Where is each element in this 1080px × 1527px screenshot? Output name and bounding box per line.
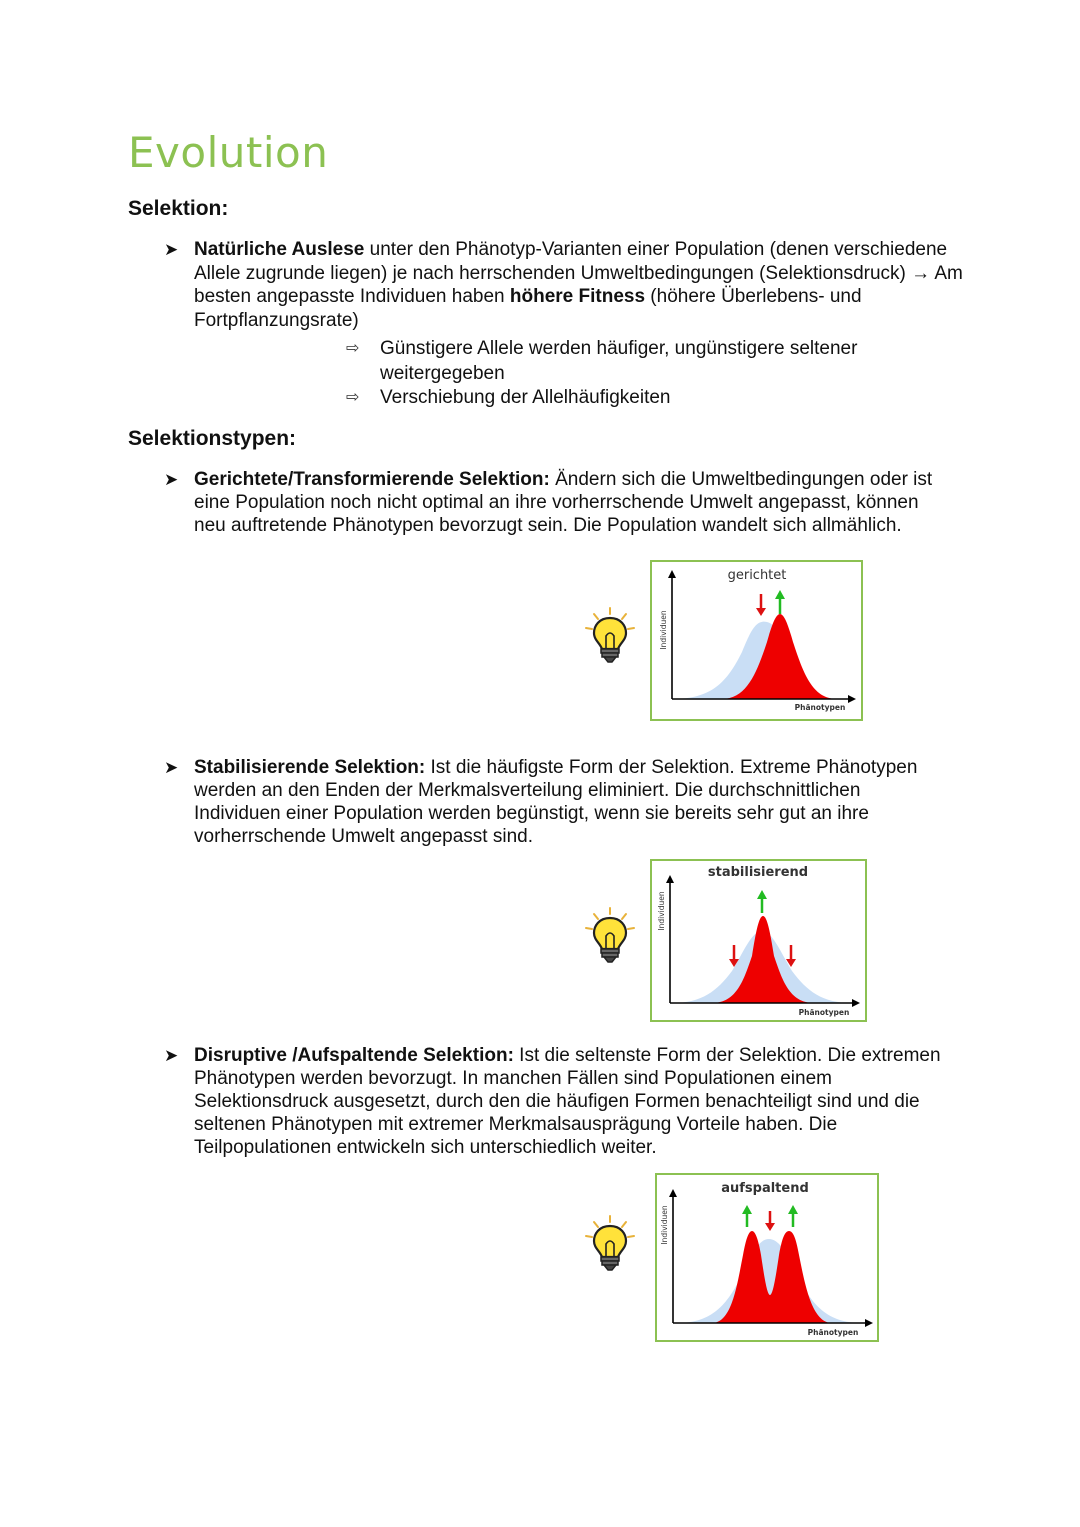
arrow-up-icon	[775, 590, 785, 614]
figure-gerichtet	[650, 560, 863, 721]
arrow-down-icon	[756, 594, 766, 616]
page-title: Evolution	[128, 128, 329, 177]
y-axis-label: Individuen	[660, 1205, 669, 1245]
bullet-disruptive-selektion	[164, 1044, 954, 1159]
text-part: unter den Phänotyp-Varianten einer Population (denen verschiedene Allele zugrunde liegen) je nach herrschenden Umweltbedingungen (Selektionsdruck) → Am besten angepasste Individuen haben	[194, 239, 963, 307]
arrowhead-bullet-icon: ➤	[164, 1046, 179, 1065]
x-axis-arrowhead	[865, 1319, 873, 1327]
bullet-natuerliche-auslese	[164, 238, 964, 332]
bullet-stabilisierende-selektion	[164, 756, 944, 848]
arrowhead-bullet-icon: ➤	[164, 758, 179, 777]
x-axis-label: Phänotypen	[807, 1328, 859, 1337]
outline-arrow-icon: ⇨	[346, 389, 360, 406]
arrow-up-icon	[757, 890, 767, 913]
arrow-up-icon	[742, 1205, 752, 1227]
implication-2: ⇨ Verschiebung der Allelhäufigkeiten	[346, 386, 946, 411]
y-axis-arrowhead	[666, 875, 674, 883]
figure-stabilisierend	[650, 859, 867, 1022]
diagram-gerichtet	[652, 562, 861, 719]
text-part: (höhere Überlebens- und Fortpflanzungsrate)	[194, 286, 862, 331]
term-disruptive: Disruptive /Aufspaltende Selektion:	[194, 1045, 514, 1066]
text-part: Ändern sich die Umweltbedingungen oder ist eine Population noch nicht optimal an ihre vorherrschende Umwelt angepasst, können neu auftretende Phänotypen bevorzugt sein. Die Population wandelt sich allmählich.	[194, 469, 933, 536]
section-heading-selektion: Selektion:	[128, 197, 229, 220]
lightbulb-icon	[582, 1214, 638, 1274]
section-heading-selektionstypen: Selektionstypen:	[128, 427, 297, 450]
y-axis-label: Individuen	[659, 610, 668, 650]
outline-arrow-icon: ⇨	[346, 340, 360, 357]
x-axis-label: Phänotypen	[794, 703, 846, 712]
lightbulb-icon	[582, 906, 638, 966]
lightbulb-icon	[582, 606, 638, 666]
term-hoehere-fitness: höhere Fitness	[509, 286, 646, 307]
x-axis-label: Phänotypen	[798, 1008, 850, 1017]
text-part: Ist die häufigste Form der Selektion. Extreme Phänotypen werden an den Enden der Merkmalsverteilung eliminiert. Die durchschnittlichen Individuen einer Population werden begünstigt, wenn sie bereits sehr gut an ihre vorherrschende Umwelt angepasst sind.	[194, 757, 918, 847]
arrowhead-bullet-icon: ➤	[164, 470, 179, 489]
implication-1: ⇨ Günstigere Allele werden häufiger, ungünstigere seltener weitergegeben	[346, 338, 858, 384]
arrowhead-bullet-icon: ➤	[164, 240, 179, 259]
figure-aufspaltend	[655, 1173, 879, 1342]
term-natuerliche-auslese: Natürliche Auslese	[194, 239, 365, 260]
bullet-gerichtete-selektion	[164, 468, 954, 537]
term-gerichtete: Gerichtete/Transformierende Selektion:	[194, 469, 550, 490]
arrow-down-icon	[765, 1211, 775, 1231]
y-axis-arrowhead	[668, 570, 676, 578]
text-part: Ist die seltenste Form der Selektion. Die extremen Phänotypen werden bevorzugt. In manchen Fällen sind Populationen einem Selektionsdruck ausgesetzt, durch den die häufigen Formen benachteiligt sind und die seltenen Phänotypen mit extremer Merkmalsausprägung Vorteile haben. Die Teilpopulationen entwickeln sich unterschiedlich weiter.	[194, 1045, 941, 1158]
x-axis-arrowhead	[848, 695, 856, 703]
term-stabilisierende: Stabilisierende Selektion:	[194, 757, 426, 778]
x-axis-arrowhead	[852, 999, 860, 1007]
diagram-stabilisierend	[652, 861, 865, 1020]
figure-title: aufspaltend	[721, 1181, 809, 1196]
y-axis-label: Individuen	[657, 891, 666, 931]
arrow-up-icon	[788, 1205, 798, 1227]
diagram-aufspaltend	[657, 1175, 877, 1340]
y-axis-arrowhead	[669, 1189, 677, 1197]
figure-title: stabilisierend	[707, 865, 809, 880]
figure-title: gerichtet	[727, 568, 787, 583]
